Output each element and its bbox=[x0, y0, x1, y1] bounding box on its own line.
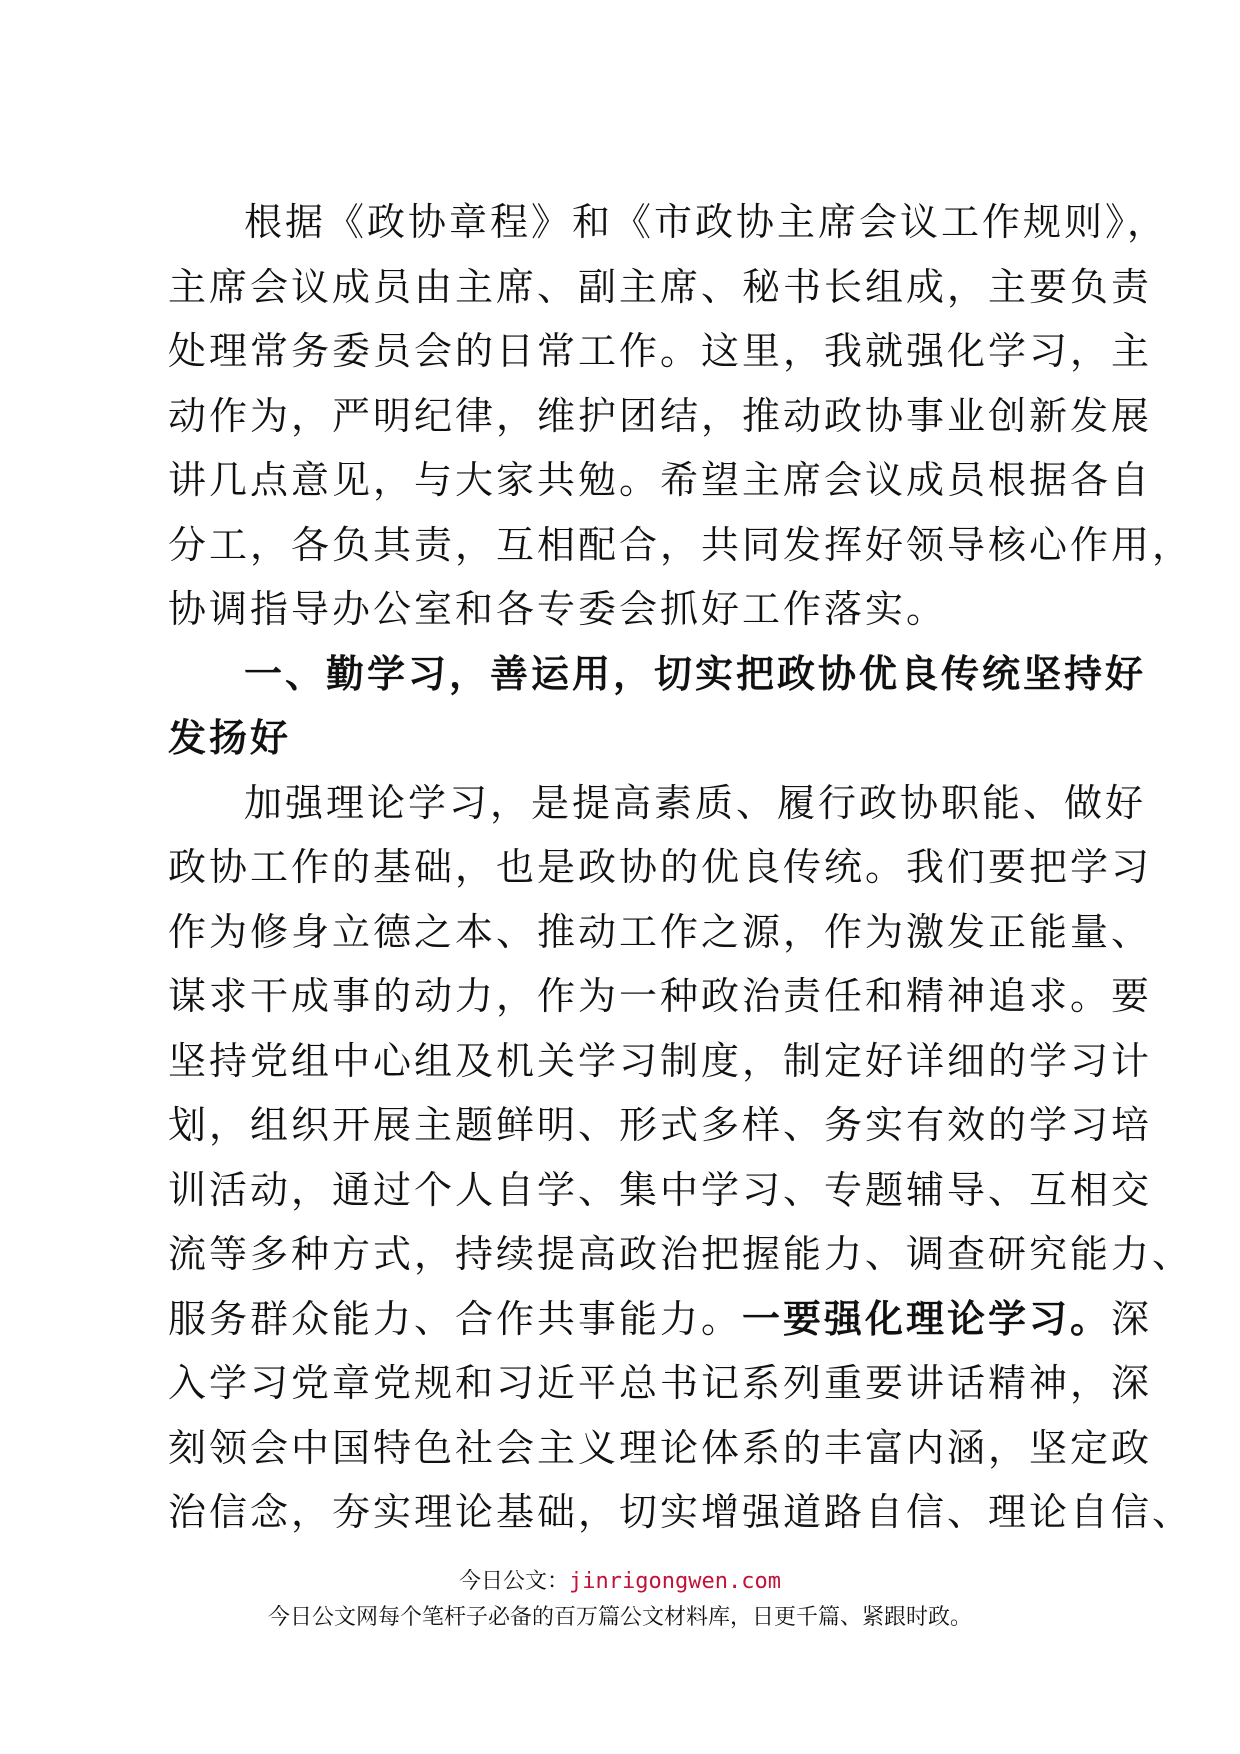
section-heading-continued: 发扬好 bbox=[168, 716, 292, 760]
document-body bbox=[168, 190, 1194, 1545]
footer-label: 今日公文： bbox=[459, 1569, 570, 1594]
footer-source bbox=[0, 1564, 1240, 1595]
paragraph-line: 谋求干成事的动力，作为一种政治责任和精神追求。要 bbox=[168, 974, 1153, 1018]
paragraph-line-mixed bbox=[168, 1287, 1153, 1352]
paragraph-line: 动作为，严明纪律，维护团结，推动政协事业创新发展 bbox=[168, 393, 1153, 438]
paragraph-line: 坚持党组中心组及机关学习制度，制定好详细的学习计 bbox=[168, 1038, 1153, 1083]
paragraph-line: 流等多种方式，持续提高政治把握能力、调查研究能力、 bbox=[168, 1232, 1194, 1276]
paragraph-line: 加强理论学习，是提高素质、履行政协职能、做好 bbox=[244, 780, 1147, 825]
paragraph-line: 讲几点意见，与大家共勉。希望主席会议成员根据各自 bbox=[168, 458, 1153, 502]
footer-site-link[interactable]: jinrigongwen.com bbox=[569, 1569, 781, 1594]
paragraph-text: 服务群众能力、合作共事能力。 bbox=[168, 1296, 743, 1341]
paragraph-line: 根据《政协章程》和《市政协主席会议工作规则》， bbox=[244, 200, 1169, 244]
paragraph-line: 训活动，通过个人自学、集中学习、专题辅导、互相交 bbox=[168, 1167, 1153, 1212]
paragraph-line: 作为修身立德之本、推动工作之源，作为激发正能量、 bbox=[168, 909, 1153, 954]
paragraph-line: 处理常务委员会的日常工作。这里，我就强化学习，主 bbox=[168, 329, 1153, 373]
paragraph-line: 分工，各负其责，互相配合，共同发挥好领导核心作用， bbox=[168, 522, 1194, 567]
paragraph-text: 深 bbox=[1111, 1296, 1153, 1341]
footer-tagline: 今日公文网每个笔杆子必备的百万篇公文材料库，日更千篇、紧跟时政。 bbox=[267, 1605, 972, 1630]
bold-subheading: 一要强化理论学习。 bbox=[742, 1296, 1112, 1341]
paragraph-line: 入学习党章党规和习近平总书记系列重要讲话精神，深 bbox=[168, 1361, 1153, 1405]
paragraph-line: 治信念，夯实理论基础，切实增强道路自信、理论自信、 bbox=[168, 1490, 1194, 1534]
section-heading: 一、勤学习，善运用，切实把政协优良传统坚持好 bbox=[244, 651, 1147, 696]
paragraph-line: 政协工作的基础，也是政协的优良传统。我们要把学习 bbox=[168, 845, 1153, 889]
paragraph-line: 刻领会中国特色社会主义理论体系的丰富内涵，坚定政 bbox=[168, 1425, 1153, 1470]
paragraph-line: 主席会议成员由主席、副主席、秘书长组成，主要负责 bbox=[168, 264, 1153, 309]
paragraph-line: 划，组织开展主题鲜明、形式多样、务实有效的学习培 bbox=[168, 1103, 1153, 1147]
paragraph-line: 协调指导办公室和各专委会抓好工作落实。 bbox=[168, 587, 948, 631]
